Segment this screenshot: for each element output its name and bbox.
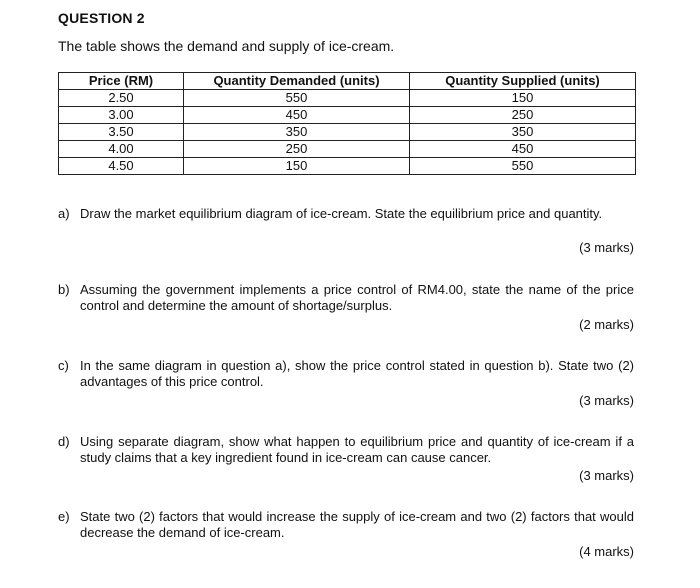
question-c [58,358,634,390]
marks-d: (3 marks) [579,468,634,483]
marks-a: (3 marks) [579,240,634,255]
price-cell: 3.50 [59,124,184,141]
question-a [58,206,634,222]
quantity-demanded-cell: 250 [184,141,410,158]
question-label: c) [58,358,69,373]
column-header-price: Price (RM) [59,73,184,90]
question-intro: The table shows the demand and supply of ice-cream. [58,38,395,54]
marks-e: (4 marks) [579,544,634,559]
price-cell: 2.50 [59,90,184,107]
question-label: e) [58,509,70,524]
quantity-demanded-cell: 150 [184,158,410,175]
question-b [58,282,634,314]
table-row [59,141,636,158]
quantity-demanded-cell: 450 [184,107,410,124]
demand-supply-table [58,72,636,175]
column-header-quantity-demanded: Quantity Demanded (units) [184,73,410,90]
question-text: State two (2) factors that would increase the supply of ice-cream and two (2) factors that would decrease the demand of ice-cream. [80,509,634,540]
question-label: a) [58,206,70,221]
price-cell: 3.00 [59,107,184,124]
price-cell: 4.00 [59,141,184,158]
question-label: b) [58,282,70,297]
quantity-supplied-cell: 350 [410,124,636,141]
quantity-supplied-cell: 550 [410,158,636,175]
question-e [58,509,634,541]
table-header-row [59,73,636,90]
question-text: Assuming the government implements a price control of RM4.00, state the name of the price control and determine the amount of shortage/surplus. [80,282,634,313]
question-label: d) [58,434,70,449]
marks-b: (2 marks) [579,317,634,332]
question-text: Draw the market equilibrium diagram of ice-cream. State the equilibrium price and quantity. [80,206,603,221]
column-header-quantity-supplied: Quantity Supplied (units) [410,73,636,90]
table-row [59,124,636,141]
table-row [59,158,636,175]
question-text: Using separate diagram, show what happen to equilibrium price and quantity of ice-cream if a study claims that a key ingredient found in ice-cream can cause cancer. [80,434,634,465]
question-text: In the same diagram in question a), show the price control stated in question b). State two (2) advantages of this price control. [80,358,634,389]
price-cell: 4.50 [59,158,184,175]
quantity-supplied-cell: 150 [410,90,636,107]
question-title: QUESTION 2 [58,10,145,26]
question-d [58,434,634,466]
marks-c: (3 marks) [579,393,634,408]
quantity-supplied-cell: 250 [410,107,636,124]
quantity-demanded-cell: 350 [184,124,410,141]
quantity-supplied-cell: 450 [410,141,636,158]
table-row [59,90,636,107]
table-row [59,107,636,124]
quantity-demanded-cell: 550 [184,90,410,107]
